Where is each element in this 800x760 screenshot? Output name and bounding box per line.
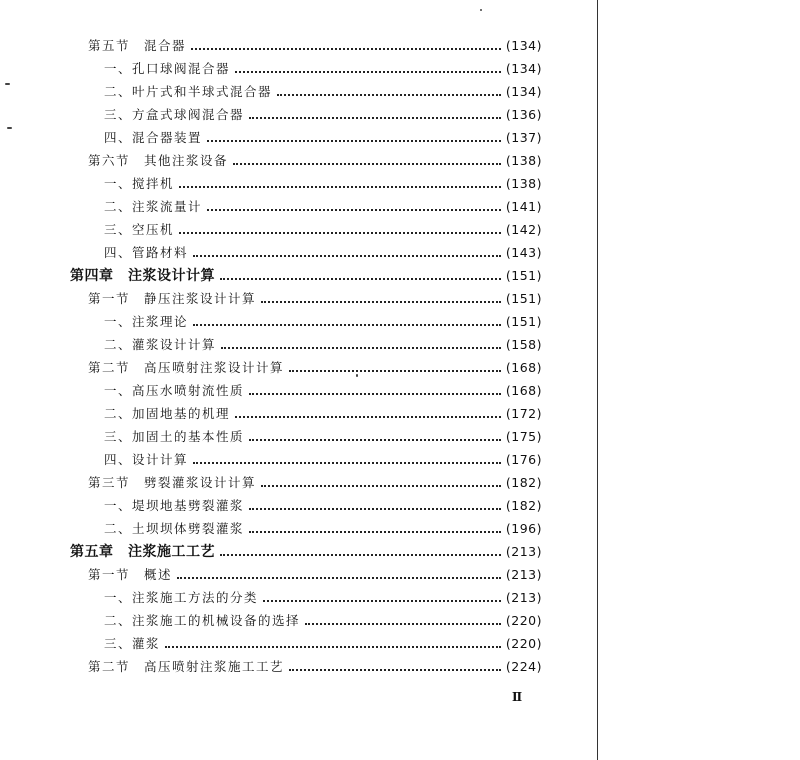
toc-entry-title: 一、堤坝地基劈裂灌浆 bbox=[104, 498, 245, 513]
toc-entry-title: 一、孔口球阀混合器 bbox=[104, 61, 231, 76]
toc-entry-title: 二、叶片式和半球式混合器 bbox=[104, 84, 273, 99]
toc-entry-title: 一、注浆施工方法的分类 bbox=[104, 590, 259, 605]
toc-entry bbox=[88, 289, 542, 309]
toc-entry bbox=[104, 611, 542, 631]
toc-entry bbox=[104, 519, 542, 539]
toc-dot-leader bbox=[249, 508, 501, 510]
toc-entry-page: (182) bbox=[505, 498, 542, 513]
toc-entry-page: (224) bbox=[505, 659, 542, 674]
toc-entry bbox=[104, 174, 542, 194]
toc-chapter-title: 第五章 注浆施工工艺 bbox=[70, 544, 215, 560]
toc-entry bbox=[104, 404, 542, 424]
toc-entry-title: 二、土坝坝体劈裂灌浆 bbox=[104, 521, 245, 536]
toc-entry bbox=[104, 496, 542, 516]
toc-entry bbox=[104, 335, 542, 355]
toc-dot-leader bbox=[191, 48, 501, 50]
toc-dot-leader bbox=[235, 71, 501, 73]
toc-chapter-entry bbox=[70, 542, 542, 562]
toc-entry-page: (168) bbox=[505, 360, 542, 375]
toc-dot-leader bbox=[207, 209, 501, 211]
toc-entry-page: (138) bbox=[505, 153, 542, 168]
toc-entry-title: 第五节 混合器 bbox=[88, 38, 187, 53]
toc-entry-page: (142) bbox=[505, 222, 542, 237]
toc-entry-page: (213) bbox=[505, 544, 542, 559]
page-edge-divider bbox=[597, 0, 598, 760]
toc-entry bbox=[104, 427, 542, 447]
toc-entry-page: (196) bbox=[505, 521, 542, 536]
toc-entry bbox=[104, 243, 542, 263]
toc-entry-page: (168) bbox=[505, 383, 542, 398]
toc-dot-leader bbox=[177, 577, 501, 579]
toc-entry-title: 三、空压机 bbox=[104, 222, 175, 237]
toc-entry-page: (134) bbox=[505, 61, 542, 76]
toc-entry bbox=[104, 59, 542, 79]
toc-entry-title: 二、加固地基的机理 bbox=[104, 406, 231, 421]
toc-entry bbox=[88, 151, 542, 171]
toc-entry-title: 一、搅拌机 bbox=[104, 176, 175, 191]
toc-entry-page: (151) bbox=[505, 291, 542, 306]
toc-entry-page: (141) bbox=[505, 199, 542, 214]
toc-entry-page: (138) bbox=[505, 176, 542, 191]
toc-entry-title: 四、混合器装置 bbox=[104, 130, 203, 145]
toc-dot-leader bbox=[233, 163, 501, 165]
page-folio: Ⅱ bbox=[512, 690, 523, 704]
toc-entry bbox=[104, 312, 542, 332]
toc-entry-title: 二、灌浆设计计算 bbox=[104, 337, 217, 352]
toc-entry bbox=[104, 105, 542, 125]
toc-entry-page: (134) bbox=[505, 38, 542, 53]
toc-entry-title: 第六节 其他注浆设备 bbox=[88, 153, 229, 168]
toc-entry-page: (176) bbox=[505, 452, 542, 467]
toc-entry-page: (175) bbox=[505, 429, 542, 444]
toc-dot-leader bbox=[249, 531, 501, 533]
toc-chapter-title: 第四章 注浆设计计算 bbox=[70, 268, 215, 284]
toc-entry bbox=[88, 657, 542, 677]
toc-entry bbox=[104, 588, 542, 608]
toc-dot-leader bbox=[220, 554, 501, 556]
toc-dot-leader bbox=[249, 117, 501, 119]
toc-entry bbox=[104, 128, 542, 148]
toc-entry-title: 三、加固土的基本性质 bbox=[104, 429, 245, 444]
toc-dot-leader bbox=[193, 462, 501, 464]
scan-speck bbox=[5, 83, 10, 85]
toc-entry-title: 三、方盒式球阀混合器 bbox=[104, 107, 245, 122]
toc-entry bbox=[104, 381, 542, 401]
toc-entry bbox=[88, 358, 542, 378]
toc-dot-leader bbox=[261, 301, 501, 303]
toc-entry-title: 第二节 高压喷射注浆施工工艺 bbox=[88, 659, 285, 674]
toc-dot-leader bbox=[220, 278, 501, 280]
toc-dot-leader bbox=[263, 600, 501, 602]
toc-dot-leader bbox=[207, 140, 501, 142]
scan-speck bbox=[356, 374, 358, 377]
scan-speck bbox=[7, 127, 12, 129]
toc-entry bbox=[88, 565, 542, 585]
toc-entry-page: (213) bbox=[505, 567, 542, 582]
toc-dot-leader bbox=[249, 393, 501, 395]
toc-dot-leader bbox=[179, 232, 501, 234]
toc-dot-leader bbox=[289, 669, 501, 671]
toc-entry bbox=[104, 634, 542, 654]
toc-entry bbox=[104, 220, 542, 240]
toc-entry bbox=[104, 450, 542, 470]
toc-entry-page: (158) bbox=[505, 337, 542, 352]
toc-chapter-entry bbox=[70, 266, 542, 286]
toc-entry-title: 三、灌浆 bbox=[104, 636, 161, 651]
toc-entry-page: (172) bbox=[505, 406, 542, 421]
toc-entry-title: 第一节 概述 bbox=[88, 567, 173, 582]
toc-dot-leader bbox=[305, 623, 501, 625]
toc-dot-leader bbox=[277, 94, 501, 96]
toc-entry-title: 二、注浆施工的机械设备的选择 bbox=[104, 613, 301, 628]
toc-entry-title: 第一节 静压注浆设计计算 bbox=[88, 291, 257, 306]
toc-entry-title: 四、设计计算 bbox=[104, 452, 189, 467]
toc-entry-page: (134) bbox=[505, 84, 542, 99]
toc-dot-leader bbox=[179, 186, 501, 188]
toc-entry-title: 一、注浆理论 bbox=[104, 314, 189, 329]
toc-dot-leader bbox=[165, 646, 501, 648]
toc-entry-page: (151) bbox=[505, 268, 542, 283]
toc-dot-leader bbox=[193, 255, 501, 257]
toc-dot-leader bbox=[289, 370, 501, 372]
toc-entry-page: (137) bbox=[505, 130, 542, 145]
toc-entry-title: 四、管路材料 bbox=[104, 245, 189, 260]
toc-entry-page: (136) bbox=[505, 107, 542, 122]
toc-entry-page: (220) bbox=[505, 636, 542, 651]
toc-dot-leader bbox=[249, 439, 501, 441]
toc-dot-leader bbox=[261, 485, 501, 487]
toc-entry bbox=[104, 197, 542, 217]
toc-entry bbox=[88, 36, 542, 56]
toc-dot-leader bbox=[235, 416, 501, 418]
toc-entry-page: (220) bbox=[505, 613, 542, 628]
toc-entry-title: 二、注浆流量计 bbox=[104, 199, 203, 214]
toc-entry-page: (213) bbox=[505, 590, 542, 605]
toc-entry-page: (143) bbox=[505, 245, 542, 260]
toc-entry bbox=[104, 82, 542, 102]
scan-speck bbox=[480, 9, 482, 11]
toc-entry bbox=[88, 473, 542, 493]
toc-entry-page: (182) bbox=[505, 475, 542, 490]
toc-entry-title: 一、高压水喷射流性质 bbox=[104, 383, 245, 398]
toc-dot-leader bbox=[221, 347, 501, 349]
toc-entry-title: 第二节 高压喷射注浆设计计算 bbox=[88, 360, 285, 375]
toc-entry-page: (151) bbox=[505, 314, 542, 329]
toc-entry-title: 第三节 劈裂灌浆设计计算 bbox=[88, 475, 257, 490]
toc-dot-leader bbox=[193, 324, 501, 326]
